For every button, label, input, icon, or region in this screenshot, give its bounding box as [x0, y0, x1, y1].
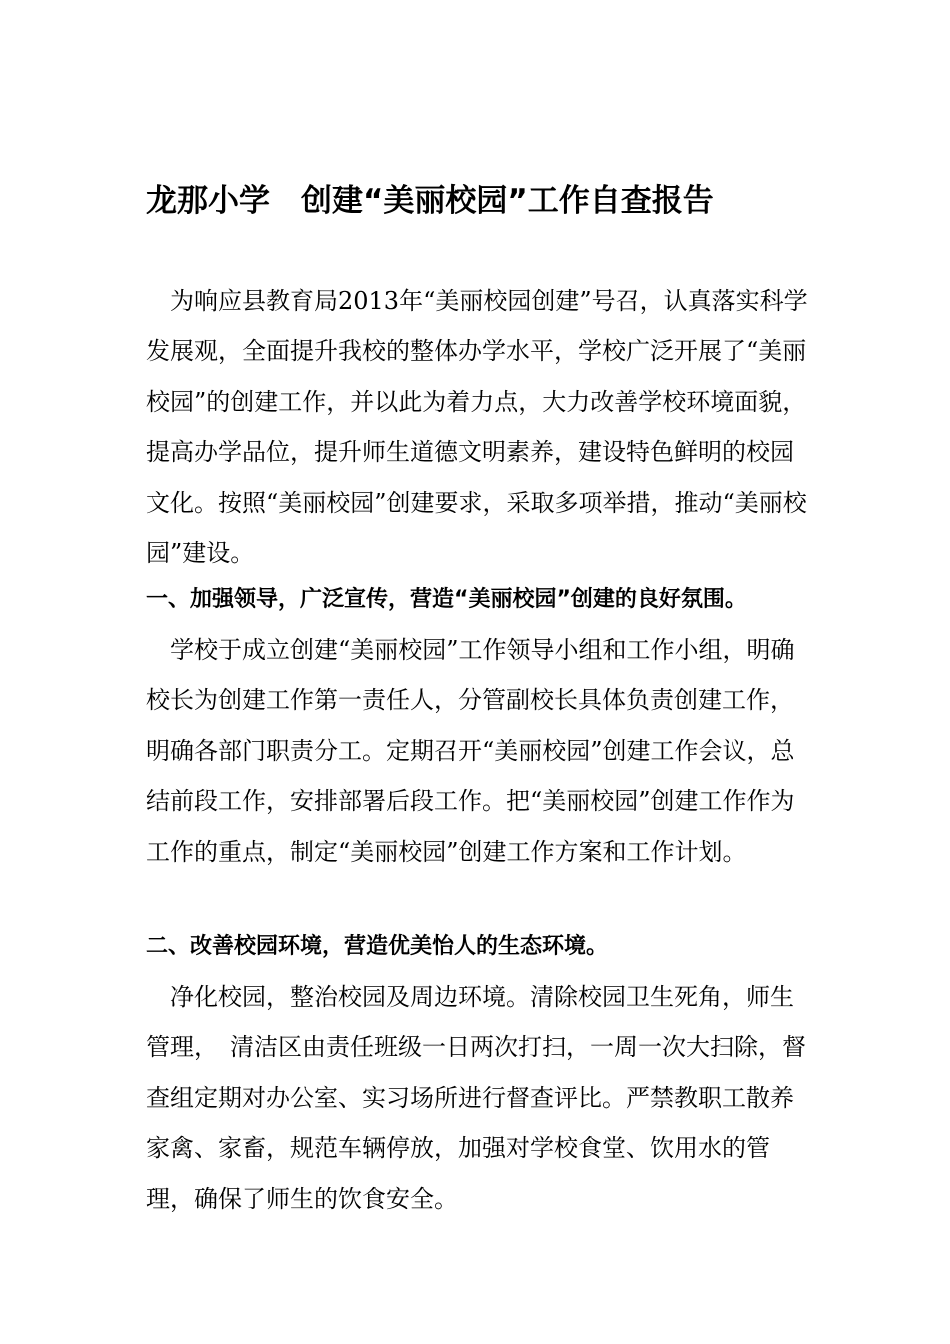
- intro-paragraph: 为响应县教育局2013年“美丽校园创建”号召，认真落实科学发展观，全面提升我校的整体办学水平，学校广泛开展了“美丽校园”的创建工作，并以此为着力点，大力改善学校环境面貌，提高办学品位，提升师生道德文明素养，建设特色鲜明的校园文化。按照“美丽校园”创建要求，采取多项举措，推动“美丽校园”建设。: [146, 287, 808, 568]
- document-title: 龙那小学 创建“美丽校园”工作自查报告: [146, 183, 714, 219]
- section-body-2: 净化校园，整治校园及周边环境。清除校园卫生死角，师生管理， 清洁区由责任班级一日两次打扫，一周一次大扫除，督查组定期对办公室、实习场所进行督查评比。严禁教职工散养家禽、家畜，规范车辆停放，加强对学校食堂、饮用水的管理，确保了师生的饮食安全。: [146, 983, 806, 1213]
- section-heading-2: 二、改善校园环境，营造优美怡人的生态环境。: [146, 934, 609, 959]
- section-heading-1: 一、加强领导，广泛宣传，营造“美丽校园”创建的良好氛围。: [146, 587, 747, 612]
- section-body-1: 学校于成立创建“美丽校园”工作领导小组和工作小组，明确校长为创建工作第一责任人，分管副校长具体负责创建工作，明确各部门职责分工。定期召开“美丽校园”创建工作会议，总结前段工作，安排部署后段工作。把“美丽校园”创建工作作为工作的重点，制定“美丽校园”创建工作方案和工作计划。: [146, 636, 795, 866]
